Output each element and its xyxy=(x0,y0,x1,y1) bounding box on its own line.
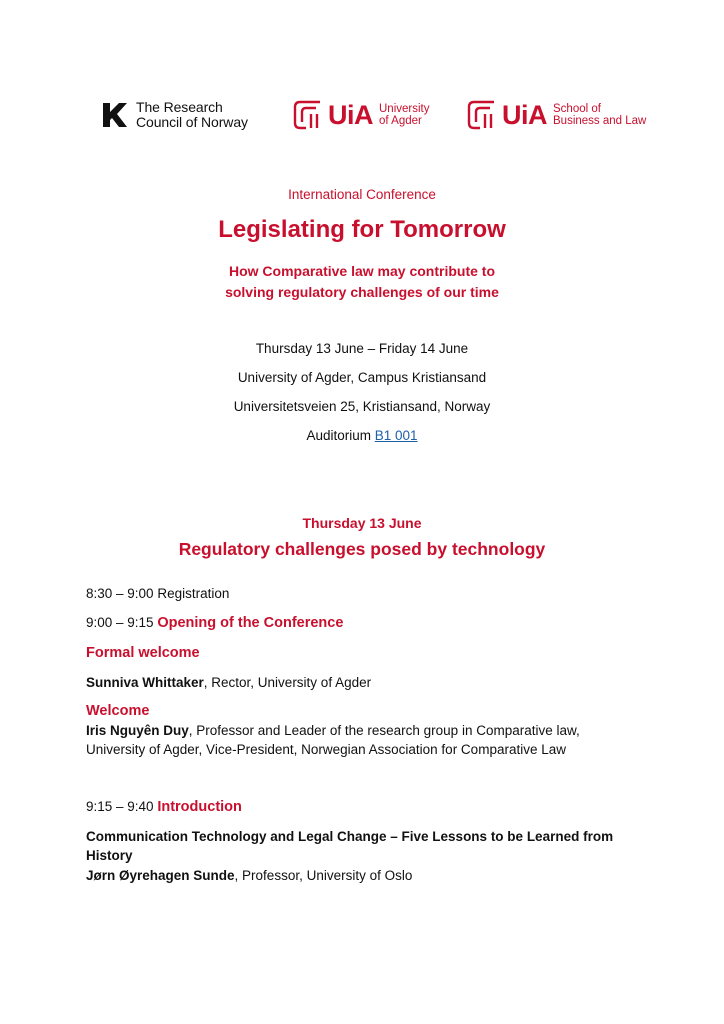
conference-subtitle xyxy=(0,261,724,303)
welcome-heading: Welcome xyxy=(86,703,150,719)
subtitle-line2: solving regulatory challenges of our time xyxy=(225,284,499,300)
introduction-talk-line2: History xyxy=(86,848,133,863)
opening-title: Opening of the Conference xyxy=(157,615,344,631)
formal-welcome-role: , Rector, University of Agder xyxy=(203,675,372,690)
research-council-logo xyxy=(101,100,248,130)
introduction-title: Introduction xyxy=(157,799,242,815)
uia-logo-icon xyxy=(466,98,496,132)
program-item-opening xyxy=(86,613,646,633)
introduction-talk-line1: Communication Technology and Legal Change – Five Lessons to be Learned from xyxy=(86,829,614,844)
room-link[interactable]: B1 001 xyxy=(374,428,418,443)
conference-venue: University of Agder, Campus Kristiansand xyxy=(237,370,487,385)
uia-university-logo xyxy=(292,98,429,132)
welcome-speaker-line xyxy=(86,721,646,740)
formal-welcome-speaker-line xyxy=(86,673,646,692)
conference-dates: Thursday 13 June – Friday 14 June xyxy=(255,341,469,356)
formal-welcome-heading: Formal welcome xyxy=(86,645,200,661)
program-item-registration xyxy=(86,584,646,603)
rcn-line2: Council of Norway xyxy=(136,114,248,130)
subtitle-line1: How Comparative law may contribute to xyxy=(228,263,496,279)
conference-title: Legislating for Tomorrow xyxy=(218,216,506,243)
uia-university-line1: University xyxy=(379,103,430,115)
program-item-introduction xyxy=(86,797,646,817)
uia-school-line1: School of xyxy=(553,103,601,115)
uia-school-line2: Business and Law xyxy=(553,115,647,127)
opening-time: 9:00 – 9:15 xyxy=(86,615,154,630)
welcome-role-line2: University of Agder, Vice-President, Norwegian Association for Comparative Law xyxy=(86,742,566,757)
welcome-speaker: Iris Nguyên Duy xyxy=(86,723,189,738)
conference-room xyxy=(0,428,724,443)
conference-kind: International Conference xyxy=(288,187,436,202)
uia-logo-icon xyxy=(292,98,322,132)
introduction-role: , Professor, University of Oslo xyxy=(234,868,413,883)
introduction-speaker-line xyxy=(86,866,646,885)
day-theme: Regulatory challenges posed by technology xyxy=(178,539,546,559)
day-label: Thursday 13 June xyxy=(302,515,422,531)
registration-time: 8:30 – 9:00 xyxy=(86,586,154,601)
conference-address: Universitetsveien 25, Kristiansand, Norway xyxy=(233,399,491,414)
introduction-time: 9:15 – 9:40 xyxy=(86,799,154,814)
uia-university-line2: of Agder xyxy=(379,115,422,127)
welcome-role-line1: , Professor and Leader of the research group in Comparative law, xyxy=(188,723,580,738)
uia-wordmark: UiA xyxy=(328,100,373,130)
uia-school-logo xyxy=(466,98,646,132)
research-council-logo-icon xyxy=(101,100,129,130)
rcn-line1: The Research xyxy=(136,99,223,115)
registration-title: Registration xyxy=(157,586,230,601)
room-prefix: Auditorium xyxy=(306,428,375,443)
formal-welcome-speaker: Sunniva Whittaker xyxy=(86,675,204,690)
introduction-speaker: Jørn Øyrehagen Sunde xyxy=(86,868,235,883)
uia-wordmark: UiA xyxy=(502,100,547,130)
